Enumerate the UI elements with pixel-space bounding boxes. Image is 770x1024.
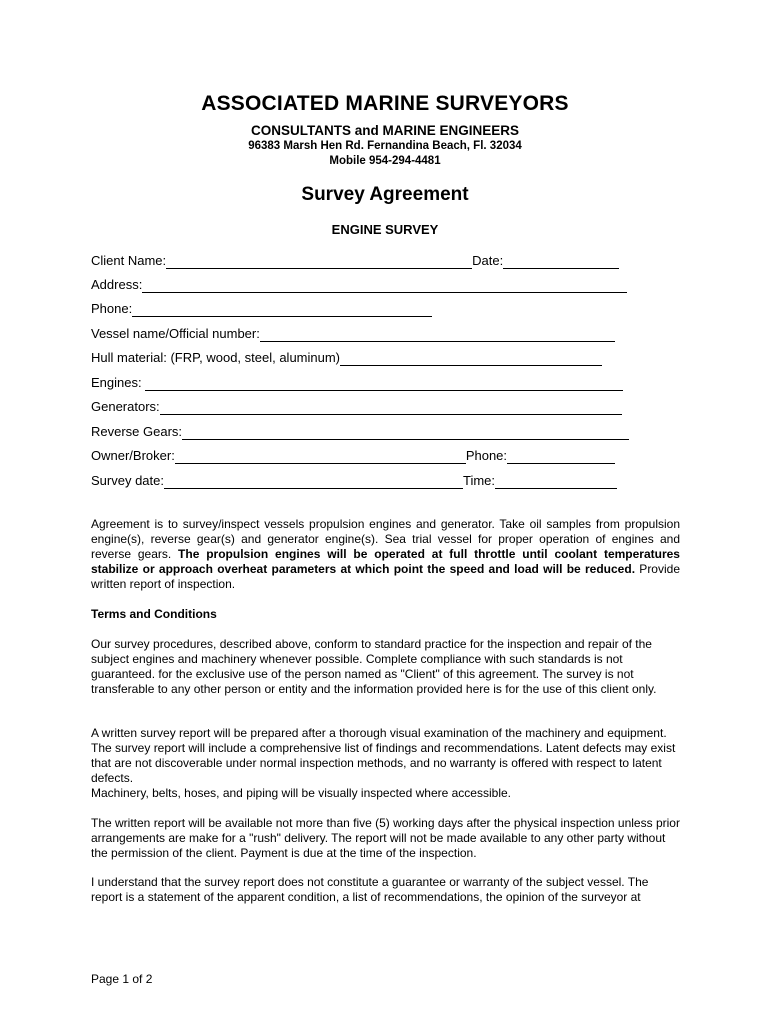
company-name: ASSOCIATED MARINE SURVEYORS (201, 92, 569, 115)
generators-line[interactable] (160, 400, 622, 415)
address-label: Address: (91, 277, 143, 292)
terms-paragraph-1: Our survey procedures, described above, conform to standard practice for the inspection and repair of the subject engines and machinery whenever possible. Complete compliance with such standards is not guaranteed. for the exclusive use of the person named as "Client" of this agreement. The survey is not transferable to any other person or entity and the information provided here is for the use of this client only. (91, 637, 657, 696)
terms-paragraph-4: I understand that the survey report does not constitute a guarantee or warranty of the subject vessel. The report is a statement of the apparent condition, a list of recommendations, the opinion of the surveyor at (91, 875, 649, 904)
company-mobile: Mobile 954-294-4481 (329, 155, 441, 167)
hull-line[interactable] (340, 351, 602, 366)
vessel-line[interactable] (260, 327, 615, 342)
generators-label: Generators: (91, 399, 160, 414)
field-hull-row (91, 348, 602, 366)
agreement-paragraph (91, 517, 680, 592)
reverse-gears-label: Reverse Gears: (91, 424, 183, 439)
field-generators-row (91, 397, 622, 415)
phone-line[interactable] (132, 302, 432, 317)
survey-date-label: Survey date: (91, 473, 164, 488)
reverse-gears-line[interactable] (182, 425, 629, 440)
hull-label: Hull material: (FRP, wood, steel, aluminum) (91, 350, 341, 365)
owner-broker-label: Owner/Broker: (91, 448, 175, 463)
engines-line[interactable] (145, 376, 623, 391)
document-title: Survey Agreement (301, 184, 469, 205)
survey-date-line[interactable] (164, 474, 463, 489)
company-subtitle: CONSULTANTS and MARINE ENGINEERS (250, 123, 519, 138)
section-title: ENGINE SURVEY (331, 222, 439, 237)
field-vessel-row (91, 324, 615, 342)
terms-paragraph-2: A written survey report will be prepared after a thorough visual examination of the machinery and equipment. The survey report will include a comprehensive list of findings and recommendations. Latent defects may exist that are not discoverable under normal inspection methods, and no warranty is offered with respect to latent defects. (91, 726, 676, 785)
client-name-line[interactable] (166, 254, 472, 269)
time-label: Time: (463, 473, 496, 488)
owner-phone-line[interactable] (507, 449, 615, 464)
client-name-label: Client Name: (91, 253, 167, 268)
field-owner-broker-row (91, 446, 615, 464)
field-phone-row (91, 299, 432, 317)
page-number: Page 1 of 2 (91, 972, 153, 986)
terms-paragraph-2b: Machinery, belts, hoses, and piping will be visually inspected where accessible. (91, 786, 511, 800)
engines-label: Engines: (91, 375, 146, 390)
field-survey-date-row (91, 471, 617, 489)
date-label: Date: (472, 253, 504, 268)
agreement-bold: The propulsion engines will be operated at full throttle until coolant temperatures stabilize or approach overheat parameters at which point the speed and load will be reduced. (91, 547, 680, 576)
company-address: 96383 Marsh Hen Rd. Fernandina Beach, Fl. 32034 (248, 140, 522, 152)
field-engines-row (91, 373, 623, 391)
field-address-row (91, 275, 627, 293)
owner-broker-line[interactable] (175, 449, 466, 464)
agreement-outro: Provide written report of inspection. (91, 562, 680, 591)
agreement-intro: Agreement is to survey/inspect vessels propulsion engines and generator. Take oil samples from propulsion engine(s), reverse gear(s) and generator engine(s). Sea trial vessel for proper operation of engines and reverse gears. (91, 517, 680, 561)
field-reverse-gears-row (91, 422, 629, 440)
field-client-name-row (91, 251, 619, 269)
terms-paragraph-3: The written report will be available not more than five (5) working days after the physical inspection unless prior arrangements are make for a "rush" delivery. The report will not be made available to any other party without the permission of the client. Payment is due at the time of the inspection. (91, 816, 680, 860)
vessel-label: Vessel name/Official number: (91, 326, 260, 341)
terms-heading: Terms and Conditions (91, 607, 217, 621)
date-line[interactable] (503, 254, 619, 269)
time-line[interactable] (495, 474, 617, 489)
phone-label: Phone: (91, 301, 133, 316)
address-line[interactable] (142, 278, 627, 293)
owner-phone-label: Phone: (465, 448, 508, 463)
